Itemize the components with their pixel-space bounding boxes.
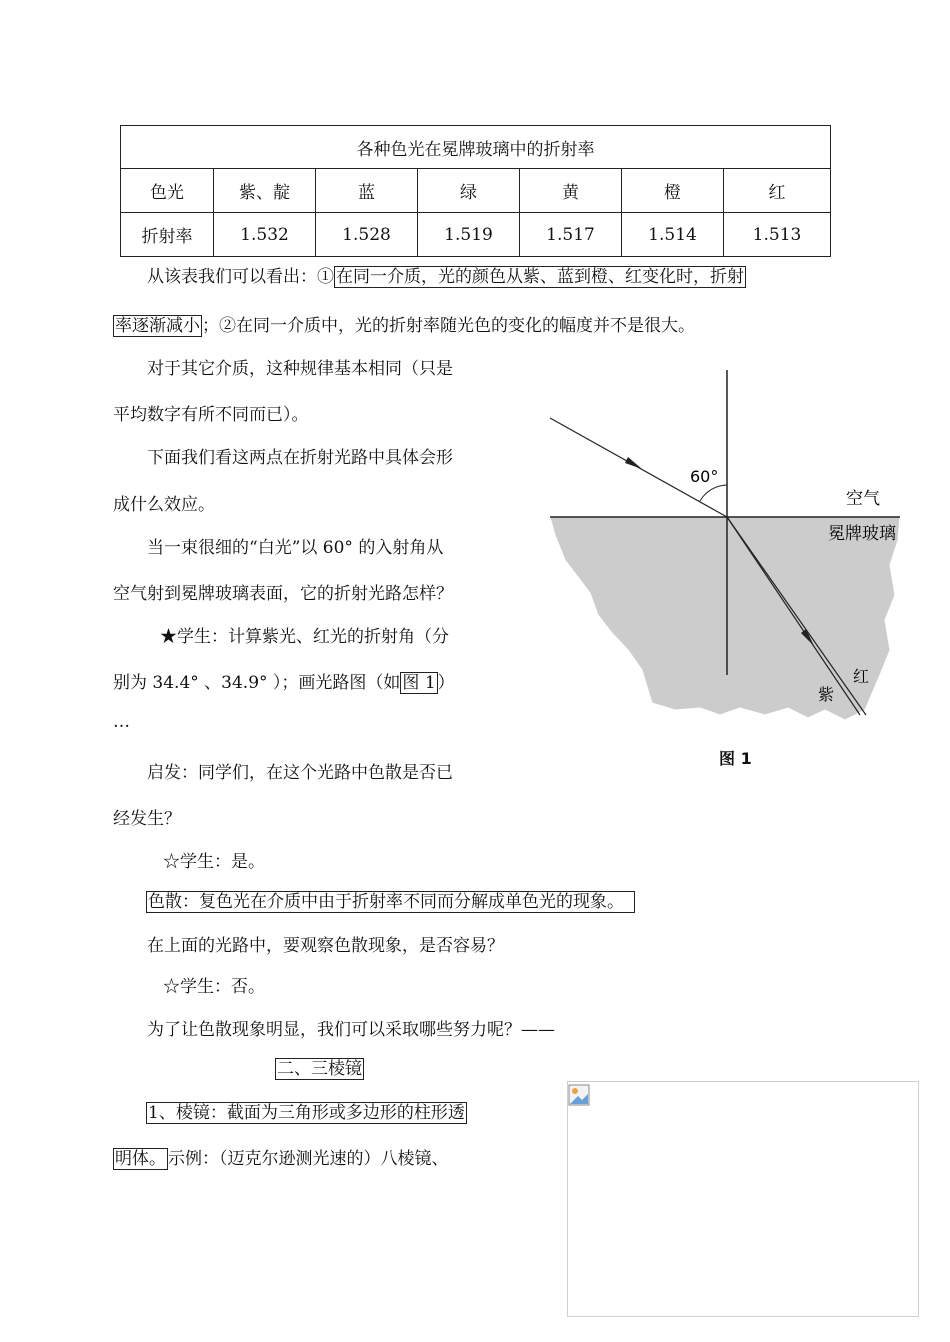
paragraph-text: ；②在同一介质中，光的折射率随光色的变化的幅度并不是很大。: [202, 316, 695, 336]
table-header-cell: 橙: [622, 169, 724, 213]
paragraph-line: 平均数字有所不同而已）。: [113, 405, 309, 425]
paragraph-line: 对于其它介质，这种规律基本相同（只是: [147, 359, 453, 379]
table-cell: 1.513: [724, 213, 831, 257]
section-heading: [275, 1054, 364, 1079]
paragraph-line: 当一束很细的“白光”以 60° 的入射角从: [147, 538, 444, 558]
boxed-highlight: 率逐渐减小: [115, 316, 200, 336]
paragraph-line: 空气射到冕牌玻璃表面，它的折射光路怎样？: [113, 584, 453, 604]
student-answer: ☆学生：是。: [163, 852, 265, 872]
figure-caption: 图 1: [719, 749, 752, 768]
paragraph-text: 示例：（迈克尔逊测光速的）八棱镜、: [168, 1149, 449, 1169]
paragraph-line: [113, 668, 455, 693]
table-cell: 1.528: [316, 213, 418, 257]
heading-text: 二、三棱镜: [277, 1059, 362, 1079]
paragraph-line: 启发：同学们，在这个光路中色散是否已: [147, 763, 453, 783]
refraction-diagram: [540, 365, 920, 725]
angle-arc: [700, 485, 727, 501]
violet-label: 紫: [818, 685, 835, 704]
table-cell: 1.517: [520, 213, 622, 257]
paragraph-line: [113, 1144, 449, 1169]
paragraph-text: 从该表我们可以看出：①: [147, 267, 334, 287]
paragraph-line: 经发生？: [113, 809, 181, 829]
boxed-definition: 1、棱镜：截面为三角形或多边形的柱形透: [148, 1103, 465, 1123]
incident-arrowhead: [625, 457, 642, 469]
prism-definition: [146, 1098, 467, 1123]
paragraph-text: ）: [437, 673, 455, 693]
image-placeholder: [567, 1081, 919, 1317]
paragraph-text: 别为 34.4° 、34.9° ）；画光路图（如: [113, 673, 401, 693]
figure-reference: 图 1: [402, 673, 436, 693]
boxed-highlight: 在同一介质，光的颜色从紫、蓝到橙、红变化时，折射: [336, 267, 744, 287]
table-header-cell: 红: [724, 169, 831, 213]
refraction-table: [120, 125, 831, 257]
air-label: 空气: [846, 489, 880, 509]
boxed-definition: 明体。: [115, 1149, 166, 1169]
paragraph-line: 在上面的光路中，要观察色散现象，是否容易？: [147, 936, 504, 956]
table-header-row: [121, 169, 831, 213]
table-title: 各种色光在冕牌玻璃中的折射率: [121, 126, 831, 169]
paragraph-line: 下面我们看这两点在折射光路中具体会形: [147, 448, 453, 468]
ellipsis: …: [113, 712, 130, 732]
table-header-cell: 蓝: [316, 169, 418, 213]
paragraph-conclusion: [147, 262, 746, 287]
table-cell: 1.519: [418, 213, 520, 257]
paragraph-line: ★学生：计算紫光、红光的折射角（分: [160, 627, 449, 647]
red-label: 红: [853, 667, 870, 686]
paragraph-conclusion-cont: [113, 311, 695, 336]
broken-image-icon: [568, 1084, 592, 1108]
boxed-definition: 色散：复色光在介质中由于折射率不同而分解成单色光的现象。: [146, 891, 635, 913]
table-header-cell: 色光: [121, 169, 214, 213]
table-cell: 折射率: [121, 213, 214, 257]
table-header-cell: 黄: [520, 169, 622, 213]
table-row: [121, 213, 831, 257]
table-header-cell: 绿: [418, 169, 520, 213]
paragraph-line: 为了让色散现象明显，我们可以采取哪些努力呢？——: [147, 1020, 555, 1040]
table-header-cell: 紫、靛: [214, 169, 316, 213]
paragraph-line: 成什么效应。: [113, 495, 215, 515]
glass-label: 冕牌玻璃: [828, 524, 896, 544]
student-answer: ☆学生：否。: [163, 977, 265, 997]
table-cell: 1.532: [214, 213, 316, 257]
table-cell: 1.514: [622, 213, 724, 257]
dispersion-definition: [146, 887, 635, 912]
angle-label: 60°: [690, 467, 719, 486]
